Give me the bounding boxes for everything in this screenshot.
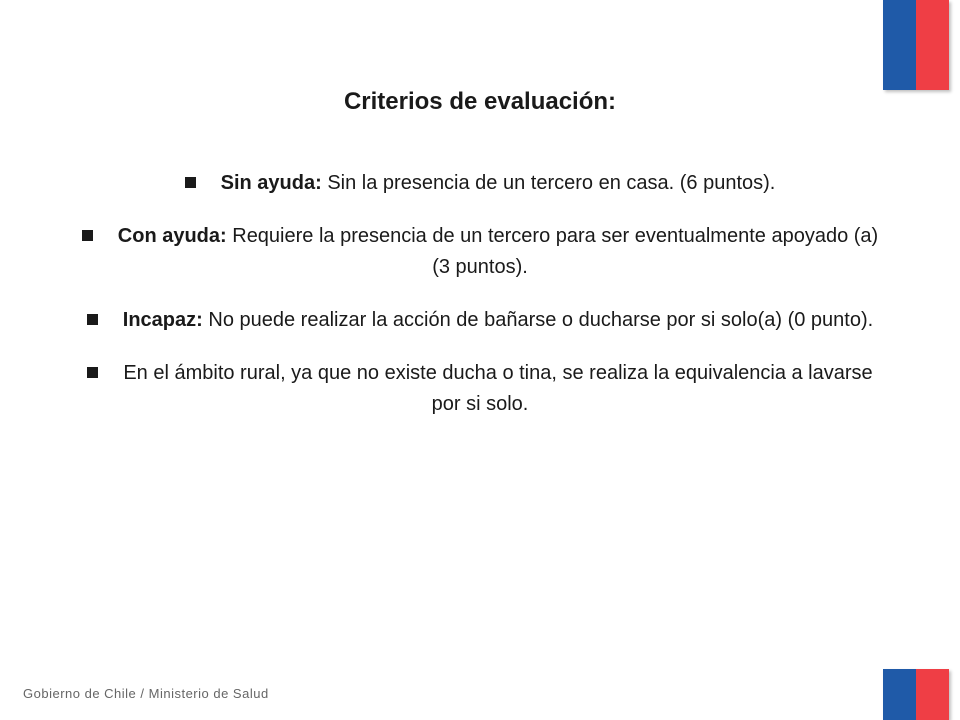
flag-blue-stripe: [883, 669, 916, 720]
bullet-item-ambito-rural: [80, 358, 880, 420]
bullet-text: Requiere la presencia de un tercero para ser eventualmente apoyado (a) (3 puntos).: [226, 225, 879, 278]
square-bullet-icon: [82, 230, 93, 241]
bullet-label: Incapaz:: [122, 309, 203, 331]
criteria-list: [80, 168, 880, 420]
bullet-item-sin-ayuda: [80, 168, 880, 199]
bullet-text: En el ámbito rural, ya que no existe ducha o tina, se realiza la equivalencia a lavarse por si solo.: [123, 362, 873, 415]
square-bullet-icon: [185, 177, 196, 188]
bullet-label: Con ayuda:: [117, 225, 227, 247]
bullet-item-con-ayuda: [80, 221, 880, 283]
flag-red-stripe: [916, 0, 949, 90]
chile-flag-logo-bottom: [883, 669, 949, 720]
footer-ministry-text: Gobierno de Chile / Ministerio de Salud: [23, 686, 269, 701]
flag-blue-stripe: [883, 0, 916, 90]
bullet-label: Sin ayuda:: [220, 172, 322, 194]
flag-red-stripe: [916, 669, 949, 720]
square-bullet-icon: [87, 314, 98, 325]
chile-flag-logo: [883, 0, 949, 90]
bullet-text: No puede realizar la acción de bañarse o ducharse por si solo(a) (0 punto).: [202, 309, 874, 331]
square-bullet-icon: [87, 367, 98, 378]
bullet-text: Sin la presencia de un tercero en casa. (6 puntos).: [321, 172, 776, 194]
slide-title: Criterios de evaluación:: [343, 88, 617, 115]
bullet-item-incapaz: [80, 305, 880, 336]
